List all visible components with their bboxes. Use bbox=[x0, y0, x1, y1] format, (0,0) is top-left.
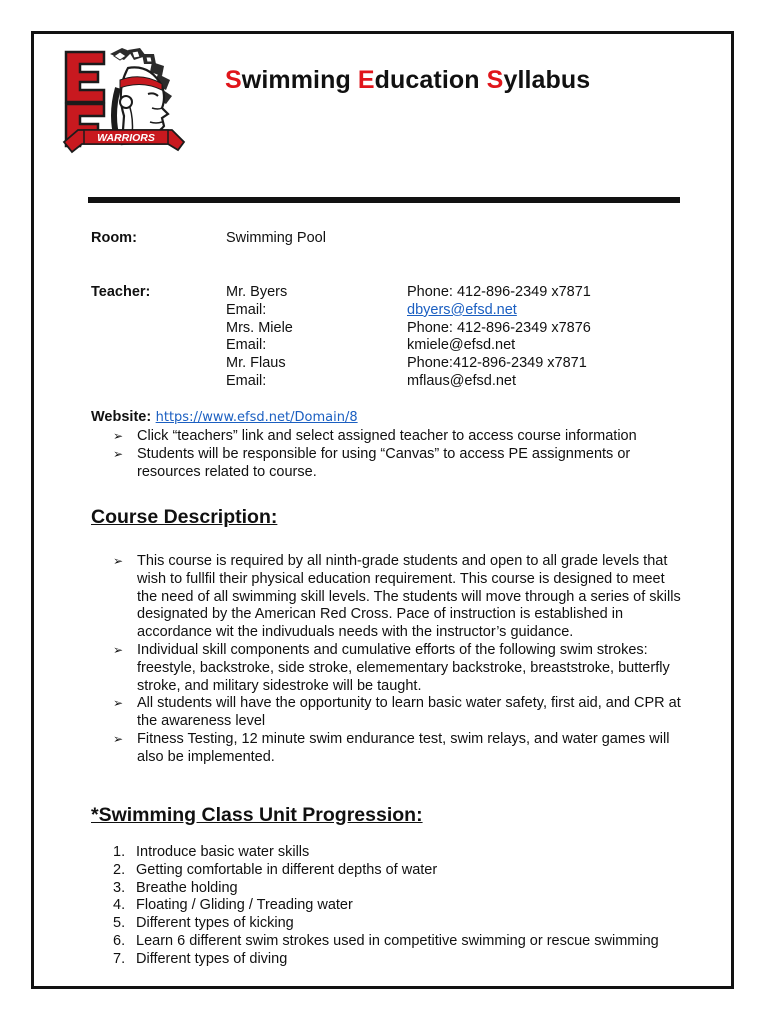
arrow-bullet-icon: ➢ bbox=[113, 429, 124, 443]
list-item: ➢ Students will be responsible for using “Canvas” to access PE assignments or resources related to course. bbox=[113, 445, 631, 480]
teacher-label: Teacher: bbox=[91, 284, 151, 300]
teacher-row-left: Email: bbox=[226, 337, 267, 354]
list-item: ➢ All students will have the opportunity to learn basic water safety, first aid, and CPR at the awareness level bbox=[113, 695, 681, 730]
teacher-email: mflaus@efsd.net bbox=[407, 372, 517, 389]
list-item: 1. Introduce basic water skills bbox=[113, 844, 310, 860]
title-part-yllabus: yllabus bbox=[503, 66, 591, 94]
title-letter-e: E bbox=[357, 66, 375, 94]
website-label: Website: bbox=[91, 409, 152, 425]
list-item: ➢ This course is required by all ninth-grade students and open to all grade levels that wish to fullfil their physical education requirement. This course is designed to meet the need of all swimming skill levels. The students will move through a series of skills designated by the American Red Cross. Pace of instruction is established in accordance wit the indivuduals needs with the instructor’s guidance. bbox=[113, 553, 681, 641]
course-description-heading: Course Description: bbox=[91, 506, 278, 528]
list-item: 2. Getting comfortable in different depths of water bbox=[113, 861, 438, 878]
list-item: 6. Learn 6 different swim strokes used in competitive swimming or rescue swimming bbox=[113, 932, 659, 949]
teacher-row-left: Mr. Byers bbox=[226, 284, 288, 300]
website-line bbox=[91, 408, 358, 426]
unit-progression-list bbox=[113, 844, 659, 969]
website-bullets bbox=[111, 428, 691, 481]
title-part-ducation: ducation bbox=[374, 66, 487, 94]
list-item: 7. Different types of diving bbox=[113, 950, 288, 967]
teacher-email-link[interactable]: dbyers@efsd.net bbox=[407, 301, 517, 318]
page-title bbox=[225, 66, 590, 95]
list-item: ➢ Individual skill components and cumulative efforts of the following swim strokes: freestyle, backstroke, side stroke, elemementary backstroke, breaststroke, butterfly stroke, and military sidestroke will be taught. bbox=[113, 641, 670, 694]
teacher-phone: Phone: 412-896-2349 x7876 bbox=[407, 319, 591, 336]
list-item: ➢ Fitness Testing, 12 minute swim endurance test, swim relays, and water games will also be implemented. bbox=[113, 730, 670, 765]
teacher-row-left: Email: bbox=[226, 301, 267, 318]
teacher-email: kmiele@efsd.net bbox=[407, 337, 516, 354]
arrow-bullet-icon: ➢ bbox=[113, 696, 124, 711]
list-item: 5. Different types of kicking bbox=[113, 915, 294, 932]
room-label: Room: bbox=[91, 230, 137, 246]
teacher-contacts bbox=[407, 284, 591, 391]
course-description-bullets bbox=[111, 553, 685, 767]
teacher-row-left: Email: bbox=[226, 372, 267, 389]
room-value: Swimming Pool bbox=[226, 230, 326, 246]
list-item: 4. Floating / Gliding / Treading water bbox=[113, 897, 353, 914]
title-letter-s2: S bbox=[486, 66, 504, 94]
arrow-bullet-icon: ➢ bbox=[113, 554, 124, 568]
warriors-logo bbox=[62, 46, 188, 158]
list-item: ➢ Click “teachers” link and select assigned teacher to access course information bbox=[113, 428, 637, 444]
arrow-bullet-icon: ➢ bbox=[113, 731, 124, 746]
svg-text:WARRIORS: WARRIORS bbox=[97, 132, 155, 144]
arrow-bullet-icon: ➢ bbox=[113, 642, 124, 657]
arrow-bullet-icon: ➢ bbox=[113, 446, 124, 461]
teacher-row-left: Mrs. Miele bbox=[226, 319, 293, 336]
unit-progression-heading: *Swimming Class Unit Progression: bbox=[91, 804, 423, 826]
header-divider bbox=[88, 197, 680, 203]
teacher-names bbox=[226, 284, 293, 391]
title-letter-s1: S bbox=[225, 66, 242, 94]
website-link[interactable]: https://www.efsd.net/Domain/8 bbox=[155, 410, 358, 425]
teacher-phone: Phone: 412-896-2349 x7871 bbox=[407, 284, 591, 300]
teacher-row-left: Mr. Flaus bbox=[226, 355, 286, 372]
title-part-wimming: wimming bbox=[241, 66, 358, 94]
teacher-phone: Phone:412-896-2349 x7871 bbox=[407, 355, 587, 372]
list-item: 3. Breathe holding bbox=[113, 879, 238, 896]
